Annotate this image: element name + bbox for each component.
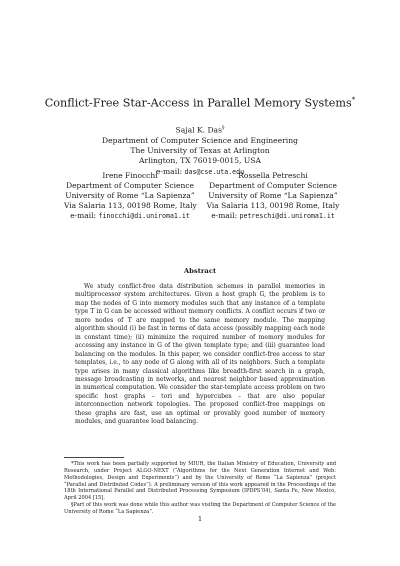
author-affiliation-line: Department of Computer Science [66,181,194,191]
author-affiliation-line: University of Rome “La Sapienza” [65,191,195,201]
author-affiliation-line: Via Salaria 113, 00198 Rome, Italy [64,201,197,211]
author-name-das: Sajal K. Das§ [175,125,225,135]
author-email-petreschi: e-mail: petreschi@di.uniroma1.it [211,211,335,221]
paper-title [0,96,400,110]
page-number: 1 [197,515,203,523]
author-affiliation-line: Department of Computer Science [209,181,337,191]
author-name-finocchi: Irene Finocchi [102,171,158,180]
author-name-petreschi: Rossella Petreschi [238,171,308,180]
author-block-das [0,123,400,177]
title-text: Conflict-Free Star-Access in Parallel Memory Systems [44,96,352,110]
title-footnote-mark: * [351,96,356,104]
footnotes [64,461,336,516]
abstract-heading: Abstract [183,267,217,275]
author-block-finocchi [64,171,196,221]
author-block-petreschi [204,171,342,221]
footnote: *This work has been partially supported by MIUR, the Italian Ministry of Education, University and Research, under Project ALGO-NEXT (“Algorithms for the Next Generation Internet and Web: Methodologies, Design and Experiments”) and by the University of Rome “La Sapienza” (project “Parallel and Distributed Codes”). A preliminary version of this work appeared in the Proceedings of the 18th International Parallel and Distributed Processing Symposium (IPDPS’04), Santa Fe, New Mexico, April 2004 [15]. [64,461,336,502]
author-affiliation-line: Via Salaria 113, 00198 Rome, Italy [206,201,340,211]
footnote: §Part of this work was done while this author was visiting the Department of Computer Science of the University of Rome “La Sapienza”. [64,502,336,515]
footnote-divider [64,457,124,458]
author-affiliation-line: University of Rome “La Sapienza” [208,191,338,201]
author-affiliation-line: The University of Texas at Arlington [130,146,270,156]
author-email-finocchi: e-mail: finocchi@di.uniroma1.it [70,211,190,221]
author-affiliation-line: Department of Computer Science and Engineering [102,135,298,145]
author-email-das: e-mail: das@cse.uta.edu [155,166,245,176]
abstract-body: We study conflict-free data distribution schemes in parallel memories in multiprocessor system architectures. Given a host graph G, the problem is to map the nodes of G into memory modules such that any instance of a template type T in G can be accessed without memory conflicts. A conflict occurs if two or more nodes of T are mapped to the same memory module. The mapping algorithm should (i) be fast in terms of data access (possibly mapping each node in constant time); (ii) minimize the required number of memory modules for accessing any instance in G of the given template type; and (iii) guarantee load balancing on the modules. In this paper, we consider conflict-free access to star templates, i.e., to any node of G along with all of its neighbors. Such a template type arises in many classical algorithms like breadth-first search in a graph, message broadcasting in networks, and nearest neighbor based approximation in numerical computation. We consider the star-template access problem on two specific host graphs – tori and hypercubes – that are also popular interconnection network topologies. The proposed conflict-free mappings on these graphs are fast, use an optimal or provably good number of memory modules, and guarantee load balancing. [75,283,325,426]
author-affiliation-line: Arlington, TX 76019-0015, USA [139,156,261,166]
